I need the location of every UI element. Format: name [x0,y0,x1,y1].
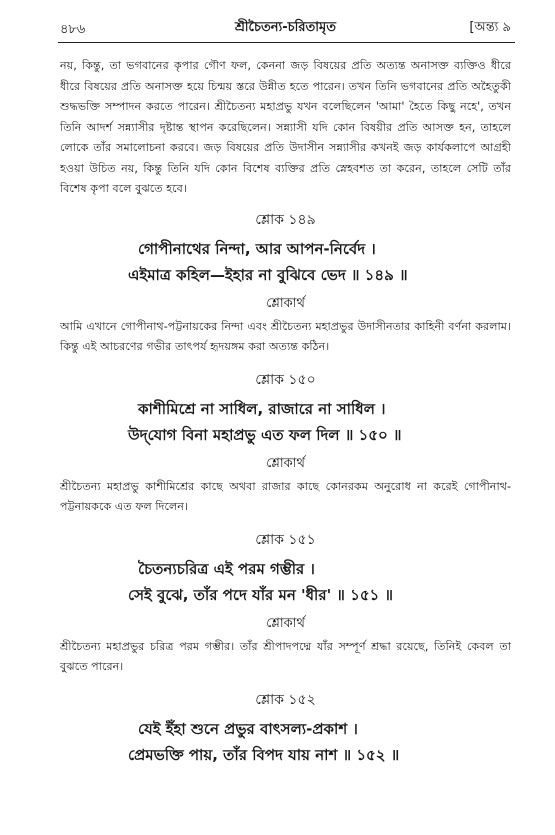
verse-line: চৈতন্যচরিত্র এই পরম গম্ভীর । [138,559,315,578]
translation-text: শ্রীচৈতন্য মহাপ্রভুর চরিত্র পরম গম্ভীর। তাঁর শ্রীপাদপদ্মে যাঁর সম্পূর্ণ শ্রদ্ধা রয়েছে, তিনিই কেবল তা বুঝতে পারেন। [60,639,511,673]
verse-line: যেই ইঁহা শুনে প্রভুর বাৎসল্য-প্রকাশ । [138,719,358,738]
verse-line: উদ্‌যোগ বিনা মহাপ্রভু এত ফল দিল ॥ ১৫০ ॥ [128,425,402,444]
chapter-marker: [অন্ত্য ৯ [469,20,511,35]
translation-heading: শ্লোকার্থ [266,455,305,471]
shloka-heading: শ্লোক ১৫২ [255,691,316,708]
verse-line: গোপীনাথের নিন্দা, আর আপন-নির্বেদ । [138,239,376,258]
verse-line: সেই বুঝে, তাঁর পদে যাঁর মন 'ধীর' ॥ ১৫১ ॥ [128,585,393,604]
translation-heading: শ্লোকার্থ [266,295,305,311]
verse [60,556,511,608]
page-header [60,18,511,40]
verse-line: কাশীমিশ্রে না সাধিল, রাজারে না সাধিল । [138,399,386,418]
shloka-heading: শ্লোক ১৪৯ [255,211,316,228]
verse-line: এইমাত্র কহিল—ইহার না বুঝিবে ভেদ ॥ ১৪৯ ॥ [128,265,408,284]
header-divider [58,42,515,43]
translation-text: আমি এখানে গোপীনাথ-পট্টনায়কের নিন্দা এবং শ্রীচৈতন্য মহাপ্রভুর উদাসীনতার কাহিনী বর্ণনা করলাম। কিন্তু এই আচরণের গভীর তাৎপর্য হৃদয়ঙ্গম করা অত্যন্ত কঠিন। [60,319,511,353]
verse-line: প্রেমভক্তি পায়, তাঁর বিপদ যায় নাশ ॥ ১৫২ ॥ [128,745,400,764]
shloka-heading: শ্লোক ১৫১ [255,531,316,548]
verse [60,716,511,768]
page-number: ৪৮৬ [60,22,86,37]
shloka-heading: শ্লোক ১৫০ [255,371,316,388]
page-content [60,56,511,768]
translation-text: শ্রীচৈতন্য মহাপ্রভু কাশীমিশ্রের কাছে অথবা রাজার কাছে কোনরকম অনুরোধ না করেই গোপীনাথ-পট্টনায়ককে এত ফল দিলেন। [60,479,511,513]
verse [60,236,511,288]
running-title: শ্রীচৈতন্য-চরিতামৃত [234,20,337,35]
translation-heading: শ্লোকার্থ [266,615,305,631]
purport-continuation: নয়, কিন্তু, তা ভগবানের কৃপার গৌণ ফল, কেননা জড় বিষয়ের প্রতি অত্যন্ত অনাসক্ত ব্যক্তিও ধীরে ধীরে বিষয়ের প্রতি অনাসক্ত হয়ে চিন্ময় স্তরে উন্নীত হতে পারেন। তখন তিনি ভগবানের প্রতি অহৈতুকী শুদ্ধভক্তি সম্পাদন করতে পারেন। শ্রীচৈতন্য মহাপ্রভু যখন বলেছিলেন 'আমা' হৈতে কিছু নহে', তখন তিনি আদর্শ সন্ন্যাসীর দৃষ্টান্ত স্থাপন করেছিলেন। সন্ন্যাসী যদি কোন বিষয়ীর প্রতি আসক্ত হন, তাহলে লোকে তাঁর সমালোচনা করবে। জড় বিষয়ের প্রতি উদাসীন সন্ন্যাসীর কখনই জড় কার্যকলাপে আগ্রহী হওয়া উচিত নয়, কিন্তু তিনি যদি কোন বিশেষ ব্যক্তির প্রতি স্নেহবশত তা করেন, তাহলে সেটি তাঁর বিশেষ কৃপা বলে বুঝতে হবে। [60,59,511,195]
verse [60,396,511,448]
